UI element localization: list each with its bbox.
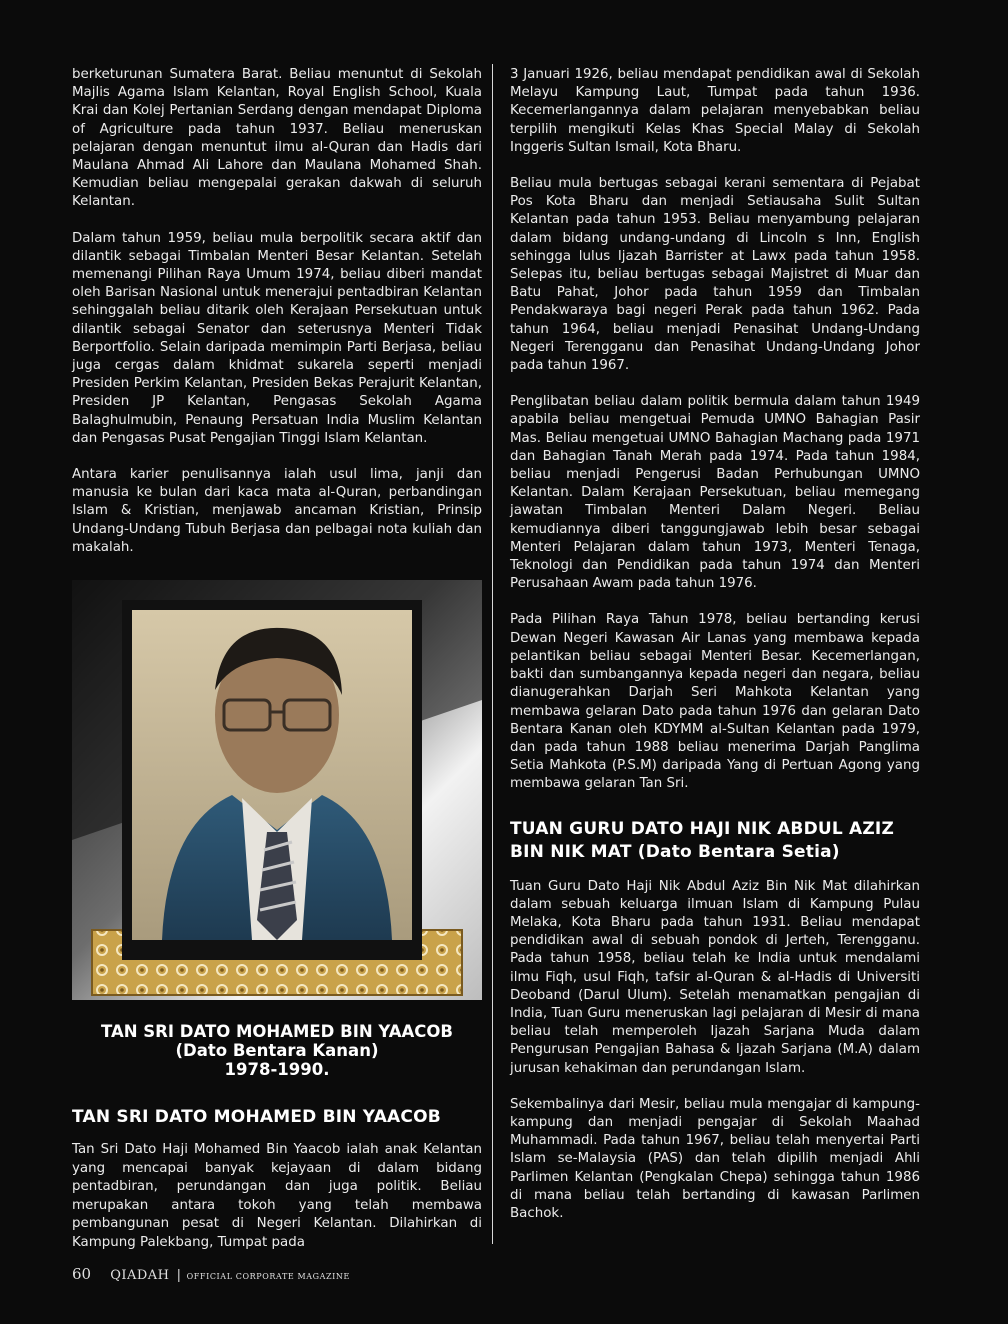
right-column [510,66,920,1241]
page-footer [72,1264,350,1283]
left-paragraph-2: Dalam tahun 1959, beliau mula berpolitik secara aktif dan dilantik sebagai Timbalan Menteri Besar Kelantan. Setelah memenangi Pilihan Raya Umum 1974, beliau diberi mandat oleh Barisan Nasional untuk menerajui pentadbiran Kelantan sehinggalah beliau ditarik oleh Kerajaan Persekutuan untuk dilantik sebagai Senator dan seterusnya Menteri Tidak Berportfolio. Selain daripada memimpin Parti Berjasa, beliau juga cergas dalam khidmat sukarela seperti menjadi Presiden Perkim Kelantan, Presiden Bekas Perajurit Kelantan, Presiden JP Kelantan, Pengasas Sekolah Agama Balaghulmubin, Penaung Persatuan India Muslim Kelantan dan Pengasas Pusat Pengajian Tinggi Islam Kelantan. [72,230,482,446]
section1-heading: TAN SRI DATO MOHAMED BIN YAACOB [72,1107,441,1127]
caption-years: 1978-1990. [224,1060,330,1079]
right-paragraph-3: Penglibatan beliau dalam politik bermula dalam tahun 1949 apabila beliau mengetuai Pemuda UMNO Bahagian Pasir Mas. Beliau mengetuai UMNO Bahagian Machang pada 1971 dan Bahagian Tanah Merah pada 1974. Pada tahun 1984, beliau menjadi Pengerusi Badan Perhubungan UMNO Kelantan. Dalam Kerajaan Persekutuan, beliau memegang jawatan Timbalan Menteri Dalam Negeri. Beliau kemudiannya diberi tanggungjawab lebih besar sebagai Menteri Pelajaran dalam tahun 1973, Menteri Tenaga, Teknologi dan Pendidikan pada tahun 1974 dan Menteri Perusahaan Awam pada tahun 1976. [510,394,920,592]
portrait-caption [72,1022,482,1079]
caption-name: TAN SRI DATO MOHAMED BIN YAACOB [100,1022,454,1041]
magazine-brand: QIADAH [110,1268,170,1283]
caption-title: (Dato Bentara Kanan) [175,1041,379,1060]
right-paragraph-1: 3 Januari 1926, beliau mendapat pendidikan awal di Sekolah Melayu Kampung Laut, Tumpat pada tahun 1936. Kecemerlangannya dalam pelajaran menyebabkan beliau terpilih mengikuti Kelas Khas Special Malay di Sekolah Inggeris Sultan Ismail, Kota Bharu. [510,67,920,155]
left-column [72,66,482,575]
magazine-tagline: OFFICIAL CORPORATE MAGAZINE [186,1272,350,1281]
column-divider [492,64,493,1244]
page-number: 60 [72,1265,92,1283]
portrait-panel [72,580,482,1000]
section2-heading [510,818,920,864]
section2-heading-line1: TUAN GURU DATO HAJI NIK ABDUL AZIZ [510,818,894,839]
right-paragraph-4: Pada Pilihan Raya Tahun 1978, beliau bertanding kerusi Dewan Negeri Kawasan Air Lanas yang membawa kepada pelantikan beliau sebagai Menteri Besar. Kecemerlangan, bakti dan sumbangannya kepada negeri dan negara, beliau dianugerahkan Darjah Seri Mahkota Kelantan yang membawa gelaran Dato pada tahun 1976 dan gelaran Dato Bentara Kanan oleh KDYMM al-Sultan Kelantan pada 1979, dan pada tahun 1988 beliau menerima Darjah Panglima Setia Mahkota (P.S.M) daripada Yang di Pertuan Agong yang membawa gelaran Tan Sri. [510,612,920,792]
right-paragraph-2: Beliau mula bertugas sebagai kerani sementara di Pejabat Pos Kota Bharu dan menjadi Setiausaha Sulit Sultan Kelantan pada tahun 1953. Beliau menyambung pelajaran dalam bidang undang-undang di Lincoln s Inn, English sehingga lulus Ijazah Barrister at Lawx pada tahun 1958. Selepas itu, beliau bertugas sebagai Majistret di Muar dan Batu Pahat, Johor pada tahun 1959 dan Timbalan Pendakwaraya bagi negeri Perak pada tahun 1962. Pada tahun 1964, beliau menjadi Penasihat Undang-Undang Negeri Terengganu dan Penasihat Undang-Undang Johor pada tahun 1967. [510,176,920,374]
portrait-frame-graphic [72,580,482,1000]
section2-paragraph-2: Sekembalinya dari Mesir, beliau mula mengajar di kampung-kampung dan menjadi pengajar di Sekolah Maahad Muhammadi. Pada tahun 1967, beliau telah menyertai Parti Islam se-Malaysia (PAS) dan telah dipilih menjadi Ahli Parlimen Kelantan (Pengkalan Chepa) sehingga tahun 1986 di mana beliau telah bertanding di kawasan Parlimen Bachok. [510,1096,920,1221]
left-paragraph-1: berketurunan Sumatera Barat. Beliau menuntut di Sekolah Majlis Agama Islam Kelantan, Royal English School, Kuala Krai dan Kolej Pertanian Serdang dengan mendapat Diploma of Agriculture pada tahun 1937. Beliau meneruskan pelajaran dengan menuntut ilmu al-Quran dan Hadis dari Maulana Ahmad Ali Lahore dan Maulana Mohamed Shah. Kemudian beliau mengepalai gerakan dakwah di seluruh Kelantan. [72,67,482,210]
section1-body: Tan Sri Dato Haji Mohamed Bin Yaacob ialah anak Kelantan yang mencapai banyak kejayaan di dalam bidang pentadbiran, perundangan dan juga politik. Beliau merupakan antara tokoh yang telah membawa pembangunan pesat di Negeri Kelantan. Dilahirkan di Kampung Palekbang, Tumpat pada [72,1142,482,1250]
section2-heading-line2: BIN NIK MAT (Dato Bentara Setia) [510,841,840,862]
section2-paragraph-1: Tuan Guru Dato Haji Nik Abdul Aziz Bin Nik Mat dilahirkan dalam sebuah keluarga ilmuan Islam di Kampung Pulau Melaka, Kota Bharu pada tahun 1931. Beliau mendapat pendidikan awal di sebuah pondok di Jerteh, Terengganu. Pada tahun 1958, beliau telah ke India untuk mendalami ilmu Fiqh, usul Fiqh, tafsir al-Quran & al-Hadis di Universiti Deoband (Darul Ulum). Setelah menamatkan pengajian di India, Tuan Guru meneruskan lagi pelajaran di Mesir di mana beliau telah memperoleh Ijazah Sarjana Muda dalam Pengurusan Pengajian Bahasa & Ijazah Sarjana (M.A) dalam jurusan kehakiman dan perundangan Islam. [510,878,920,1076]
footer-separator: | [176,1268,182,1283]
left-paragraph-3: Antara karier penulisannya ialah usul lima, janji dan manusia ke bulan dari kaca mata al-Quran, perbandingan Islam & Kristian, menjawab ancaman Kristian, Prinsip Undang-Undang Tubuh Berjasa dan pelbagai nota kuliah dan makalah. [72,467,482,555]
